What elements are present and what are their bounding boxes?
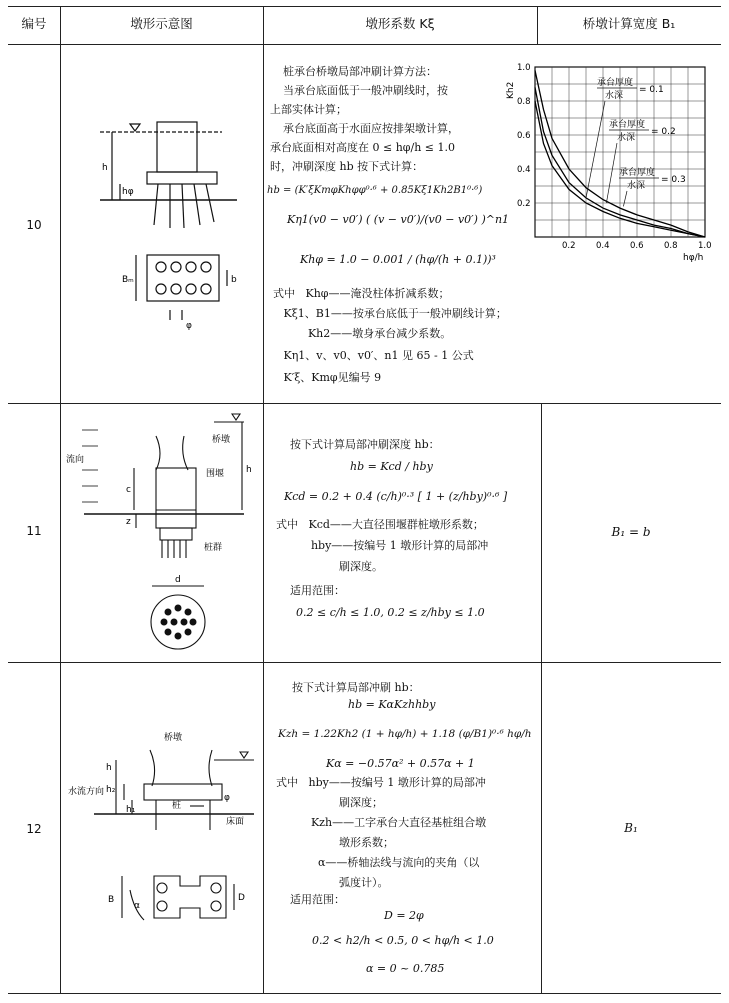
row11-range-eq: 0.2 ≤ c/h ≤ 1.0, 0.2 ≤ z/hby ≤ 1.0 [296, 606, 485, 619]
row11-eq-2: Kcd = 0.2 + 0.4 (c/h)⁰·³ [ 1 + (z/hby)⁰·⁶ ] [284, 490, 508, 503]
row-rule-11 [8, 662, 721, 663]
row12-where-1: 式中 hby——按编号 1 墩形计算的局部冲 [276, 776, 486, 789]
header-diagram: 墩形示意图 [130, 16, 193, 31]
label-alpha-12: α [134, 901, 140, 911]
label-cofferdam-11: 围堰 [206, 469, 225, 479]
row10-line-2: 当承台底面低于一般冲刷线时，按 [283, 84, 448, 97]
row12-where-4: 墩形系数； [276, 836, 394, 849]
row10-line-6: 时，冲刷深度 hb 按下式计算： [270, 160, 424, 173]
row10-where-2: Kξ1、B1——按承台底低于一般冲刷线计算； [273, 307, 507, 320]
chart-y-tick: 0.6 [517, 131, 531, 141]
row10-line-1: 桩承台桥墩局部冲刷计算方法： [283, 65, 437, 78]
row-rule-10 [8, 403, 721, 404]
row10-where-3: Kh2——墩身承台减少系数。 [273, 327, 452, 340]
row10-where-4: Kη1、v、v0、v0′、n1 见 65 - 1 公式 [273, 349, 474, 362]
label-h-11: h [246, 465, 252, 475]
label-flow-11: 流向 [66, 455, 85, 465]
chart-x-tick: 0.8 [664, 241, 678, 251]
label-h: h [102, 163, 108, 173]
legend-leader [623, 191, 627, 206]
col-rule-1 [60, 6, 61, 993]
label-h2-12: h₂ [106, 785, 116, 795]
label-pile-12: 桩 [172, 801, 182, 811]
label-phi: φ [186, 321, 192, 331]
legend-numerator: 承台厚度 [597, 78, 634, 88]
label-bed-12: 床面 [226, 817, 245, 827]
table-bottom-rule [8, 993, 721, 994]
row12-eq-1: hb = KαKzhhby [348, 698, 436, 711]
chart-y-tick: 0.2 [517, 199, 531, 209]
row10-where-1: 式中 Khφ——淹没柱体折减系数； [273, 287, 450, 300]
legend-numerator: 承台厚度 [609, 120, 646, 130]
label-water-12: 水流方向 [68, 787, 105, 797]
label-bm: Bₘ [122, 275, 134, 285]
row10-line-3: 上部实体计算； [270, 103, 347, 116]
row12-range-eq-1: D = 2φ [384, 909, 424, 922]
row11-where-1: 式中 Kcd——大直径围堰群桩墩形系数； [276, 518, 484, 531]
row12-where-3: Kzh——工字承台大直径基桩组合墩 [276, 816, 487, 829]
label-hphi: hφ [122, 187, 134, 197]
label-B-12: B [108, 895, 115, 905]
legend-denominator: 水深 [605, 91, 624, 101]
row12-width: B₁ [624, 821, 638, 835]
legend-numerator: 承台厚度 [619, 168, 656, 178]
row11-where-3: 刷深度。 [276, 560, 383, 573]
kh2-chart [505, 55, 723, 270]
row12-where-6: 弧度计）。 [276, 876, 389, 889]
chart-x-tick: 0.6 [630, 241, 644, 251]
col-rule-2 [263, 6, 264, 993]
row11-intro: 按下式计算局部冲刷深度 hb： [290, 438, 440, 451]
chart-y-tick: 1.0 [517, 63, 531, 73]
label-pier-12: 桥墩 [164, 733, 183, 743]
row12-range-eq-3: α = 0 ~ 0.785 [366, 962, 445, 975]
row12-intro: 按下式计算局部冲刷 hb： [292, 681, 420, 694]
legend-leader [586, 101, 605, 198]
chart-y-tick: 0.8 [517, 97, 531, 107]
header-number: 编号 [21, 16, 47, 31]
label-h1-12: h₁ [126, 805, 136, 815]
row12-range-eq-2: 0.2 < h2/h < 0.5, 0 < hφ/h < 1.0 [312, 934, 494, 947]
row10-line-4: 承台底面高于水面应按排架墩计算， [283, 122, 459, 135]
row12-range-label: 适用范围： [290, 893, 345, 906]
label-d-11: d [175, 575, 181, 585]
row11-range-label: 适用范围： [290, 584, 345, 597]
pier-diagram-10 [62, 110, 262, 340]
row-number-10: 10 [26, 218, 42, 232]
row12-eq-2: Kzh = 1.22Kh2 (1 + hφ/h) + 1.18 (φ/B1)⁰·⁶ hφ/h [278, 728, 532, 740]
row11-width: B₁ = b [611, 525, 651, 539]
row10-eq-2: Kη1(v0 − v0′) ( (v − v0′)/(v0 − v0′) )^n1 [287, 213, 510, 226]
legend-value: = 0.2 [651, 127, 676, 137]
pier-diagram-11 [64, 410, 260, 658]
label-c-11: c [126, 485, 131, 495]
chart-y-tick: 0.4 [517, 165, 531, 175]
row12-eq-3: Kα = −0.57α² + 0.57α + 1 [326, 757, 475, 770]
row10-eq-3: Khφ = 1.0 − 0.001 / (hφ/(h + 0.1))³ [300, 253, 496, 266]
header-rule [8, 44, 721, 45]
label-z-11: z [126, 517, 131, 527]
row12-where-5: α——桥轴法线与流向的夹角（以 [276, 856, 480, 869]
chart-x-tick: 1.0 [698, 241, 712, 251]
chart-ylabel: Kh2 [506, 81, 516, 99]
legend-denominator: 水深 [617, 133, 636, 143]
header-coeff: 墩形系数 Kξ [365, 16, 435, 31]
table-top-rule [8, 6, 721, 7]
row11-eq-1: hb = Kcd / hby [350, 460, 433, 473]
row12-where-2: 刷深度； [276, 796, 383, 809]
row11-where-2: hby——按编号 1 墩形计算的局部冲 [276, 539, 489, 552]
legend-denominator: 水深 [627, 181, 646, 191]
label-pier-11: 桥墩 [212, 435, 231, 445]
row-number-11: 11 [26, 524, 42, 538]
label-D-12: D [238, 893, 245, 903]
row10-line-5: 承台底面相对高度在 0 ≤ hφ/h ≤ 1.0 [270, 141, 455, 154]
label-piles-11: 桩群 [204, 543, 223, 553]
pier-diagram-12 [64, 730, 260, 950]
chart-x-tick: 0.4 [596, 241, 610, 251]
label-h-12: h [106, 763, 112, 773]
chart-x-tick: 0.2 [562, 241, 576, 251]
col-rule-3 [541, 403, 542, 993]
row-number-12: 12 [26, 822, 42, 836]
legend-value: = 0.1 [639, 85, 664, 95]
label-b: b [231, 275, 237, 285]
chart-xlabel: hφ/h [683, 253, 704, 263]
legend-value: = 0.3 [661, 175, 686, 185]
row10-eq-1: hb = (K′ξKmφKhφφ⁰·⁶ + 0.85Kξ1Kh2B1⁰·⁶) [267, 185, 483, 196]
label-phi-12: φ [224, 793, 230, 803]
header-width: 桥墩计算宽度 B₁ [582, 16, 676, 31]
row10-where-5: K′ξ、Kmφ见编号 9 [273, 371, 382, 384]
